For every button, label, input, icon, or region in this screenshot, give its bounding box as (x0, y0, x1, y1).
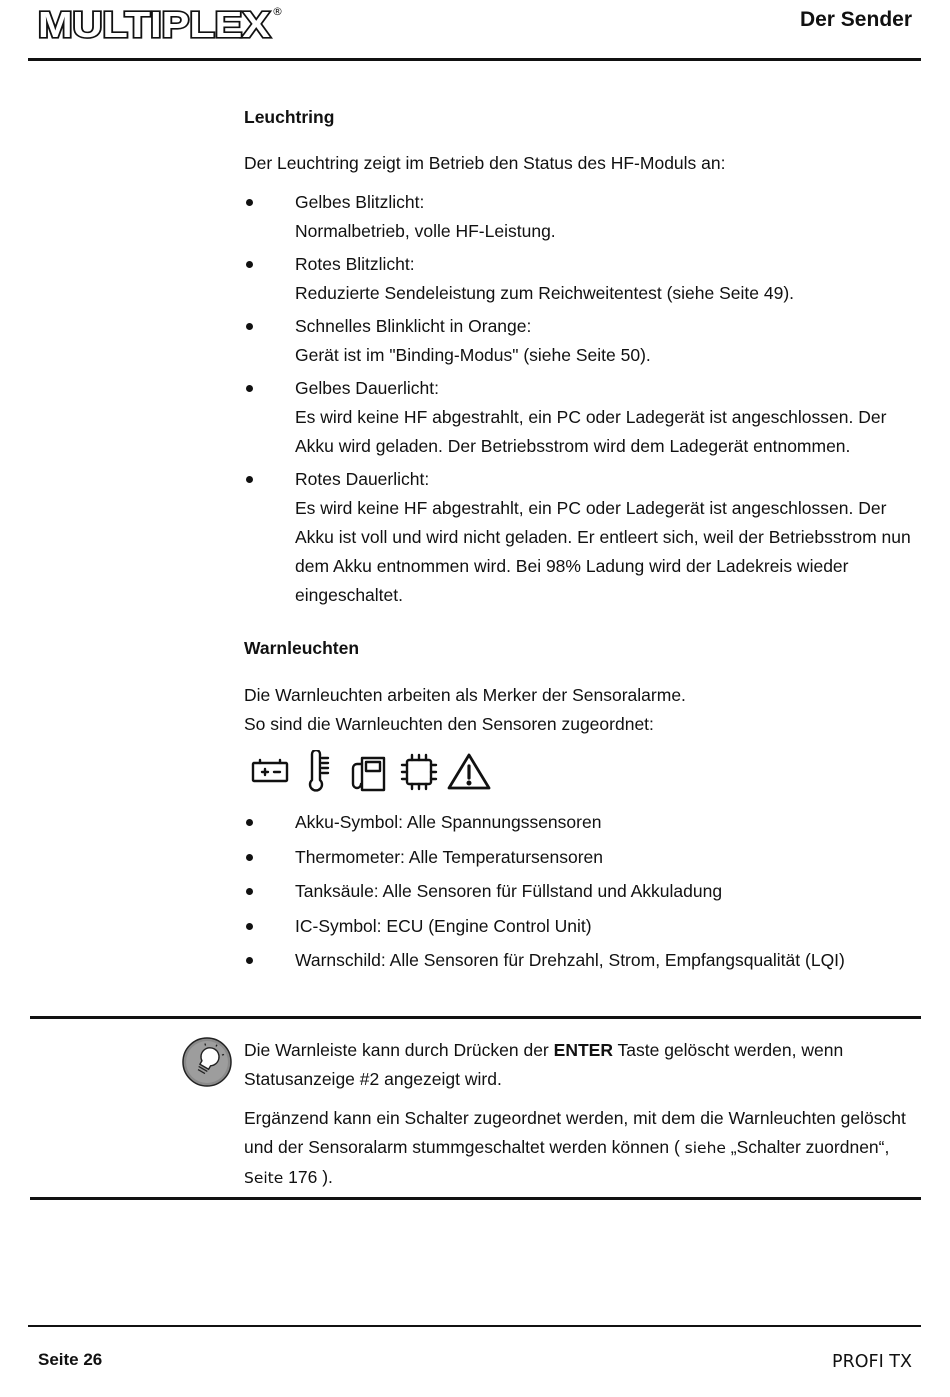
section-heading-warnleuchten: Warnleuchten (244, 638, 360, 658)
battery-icon (253, 760, 287, 781)
list-item: Akku-Symbol: Alle Spannungssensoren (244, 808, 920, 837)
enter-key-label: ENTER (553, 1040, 613, 1060)
note-text-segment: Ergänzend kann ein Schalter zugeordnet werden, mit dem die Warnleuchten gelöscht und der Sensoralarm stummgeschaltet werden können ( (244, 1108, 906, 1157)
list-item-text: Gerät ist im "Binding-Modus" (siehe Seite 50). (295, 345, 651, 365)
ic-chip-icon (402, 755, 436, 789)
list-item-text: Es wird keine HF abgestrahlt, ein PC oder Ladegerät ist angeschlossen. Der Akku ist voll und wird nicht geladen. Er entleert sich, weil der Betriebsstrom nun dem Akku entnommen wird. Bei 98% Ladung wird der Ladekreis wieder eingeschaltet. (295, 498, 911, 605)
list-item-text: Normalbetrieb, volle HF-Leistung. (295, 221, 556, 241)
intro-line: Die Warnleuchten arbeiten als Merker der Sensoralarme. (244, 685, 686, 705)
list-item: Warnschild: Alle Sensoren für Drehzahl, Strom, Empfangsqualität (LQI) (244, 946, 920, 975)
header-title: Der Sender (799, 8, 912, 31)
warning-icons-row (250, 750, 500, 794)
page-number: Seite 26 (38, 1350, 103, 1369)
list-item: Tanksäule: Alle Sensoren für Füllstand und Akkuladung (244, 877, 920, 906)
leuchtring-list (244, 188, 920, 614)
list-item: IC-Symbol: ECU (Engine Control Unit) (244, 912, 920, 941)
note-text-segment: Die Warnleiste kann durch Drücken der (244, 1040, 554, 1060)
note-divider-top (30, 1016, 921, 1019)
list-item (244, 188, 920, 246)
list-item: Thermometer: Alle Temperatursensoren (244, 843, 920, 872)
list-item-title: Schnelles Blinklicht in Orange: (295, 316, 532, 336)
list-item-text: Reduzierte Sendeleistung zum Reichweitentest (siehe Seite 49). (295, 283, 795, 303)
list-item (244, 312, 920, 370)
list-item-title: Rotes Blitzlicht: (295, 254, 415, 274)
intro-line: So sind die Warnleuchten den Sensoren zugeordnet: (244, 714, 654, 734)
list-item-text: Es wird keine HF abgestrahlt, ein PC oder Ladegerät ist angeschlossen. Der Akku wird geladen. Der Betriebsstrom wird dem Ladegerät entnommen. (295, 407, 887, 456)
note-text-segment: siehe (684, 1139, 726, 1157)
product-name: PROFI TX (832, 1352, 912, 1372)
registered-mark: ® (272, 5, 283, 18)
note-text-segment: Taste gelöscht werden, wenn Statusanzeige #2 angezeigt wird. (244, 1040, 844, 1089)
note-divider-bottom (30, 1197, 921, 1200)
warning-triangle-icon (449, 755, 489, 788)
note-text (244, 1036, 914, 1203)
multiplex-logo (38, 4, 283, 40)
thermometer-icon (310, 750, 328, 790)
note-text-segment: „Schalter zuordnen“, (725, 1137, 890, 1157)
list-item (244, 374, 920, 461)
sensor-mapping-list (244, 808, 920, 981)
section-intro-warnleuchten (244, 681, 924, 739)
lightbulb-icon (181, 1036, 233, 1088)
footer-divider (28, 1325, 921, 1327)
list-item (244, 465, 920, 610)
list-item-title: Gelbes Blitzlicht: (295, 192, 425, 212)
list-item-title: Gelbes Dauerlicht: (295, 378, 439, 398)
header-divider (28, 58, 921, 61)
note-text-segment: 176 ). (283, 1167, 333, 1187)
list-item-title: Rotes Dauerlicht: (295, 469, 430, 489)
note-text-segment: Seite (244, 1169, 284, 1187)
note-paragraph (244, 1104, 914, 1193)
list-item (244, 250, 920, 308)
section-heading-leuchtring: Leuchtring (244, 107, 335, 127)
fuel-pump-icon (353, 758, 384, 790)
logo-text: MULTIPLEX (38, 4, 270, 40)
section-intro-leuchtring: Der Leuchtring zeigt im Betrieb den Status des HF-Moduls an: (244, 153, 726, 173)
note-paragraph (244, 1036, 914, 1094)
